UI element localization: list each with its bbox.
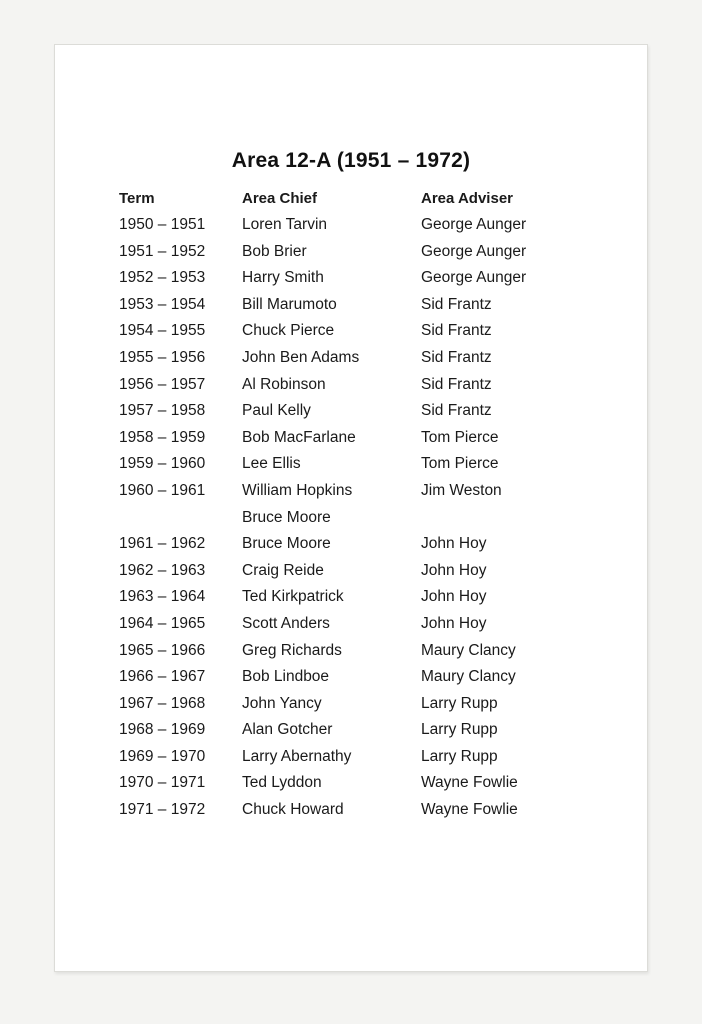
area-adviser-cell: Sid Frantz: [421, 402, 492, 420]
area-chief-cell: Bruce Moore: [242, 508, 331, 526]
table-row: [119, 215, 619, 242]
table-row: [119, 720, 619, 747]
area-chief-cell: Lee Ellis: [242, 455, 301, 473]
table-row: [119, 773, 619, 800]
document-page: [54, 44, 648, 972]
term-cell: 1954 – 1955: [119, 322, 206, 340]
term-cell: 1963 – 1964: [119, 588, 206, 606]
area-adviser-cell: John Hoy: [421, 535, 487, 553]
table-row: [119, 641, 619, 668]
table-body: [119, 215, 619, 827]
page-title: Area 12-A (1951 – 1972): [231, 149, 471, 172]
term-cell: 1952 – 1953: [119, 269, 206, 287]
term-cell: 1961 – 1962: [119, 535, 206, 553]
term-cell: 1962 – 1963: [119, 561, 206, 579]
area-chief-cell: Al Robinson: [242, 375, 326, 393]
area-chief-cell: Bill Marumoto: [242, 295, 337, 313]
area-chief-cell: Loren Tarvin: [242, 216, 328, 233]
area-adviser-cell: John Hoy: [421, 614, 487, 632]
area-chief-cell: Ted Lyddon: [242, 774, 322, 792]
area-adviser-cell: John Hoy: [421, 588, 487, 606]
table-row: [119, 534, 619, 561]
table-row: [119, 587, 619, 614]
area-adviser-cell: Tom Pierce: [421, 428, 499, 446]
term-cell: 1966 – 1967: [119, 668, 206, 686]
term-cell: 1964 – 1965: [119, 614, 206, 632]
area-adviser-cell: Maury Clancy: [421, 641, 516, 659]
table-row: [119, 242, 619, 269]
area-chief-cell: Ted Kirkpatrick: [242, 588, 344, 606]
term-cell: 1965 – 1966: [119, 641, 206, 659]
term-cell: 1950 – 1951: [119, 216, 206, 233]
term-cell: 1960 – 1961: [119, 481, 206, 499]
area-chief-cell: John Ben Adams: [242, 348, 360, 366]
area-adviser-cell: Wayne Fowlie: [421, 801, 518, 819]
area-chief-cell: Scott Anders: [242, 614, 330, 632]
area-chief-cell: John Yancy: [242, 694, 322, 712]
area-adviser-cell: Larry Rupp: [421, 747, 498, 765]
table-row: [119, 268, 619, 295]
area-chief-cell: Larry Abernathy: [242, 747, 352, 765]
area-chief-column-header: Area Chief: [242, 190, 318, 207]
table-row: [119, 481, 619, 508]
term-cell: 1955 – 1956: [119, 348, 206, 366]
term-cell: 1959 – 1960: [119, 455, 206, 473]
officers-table: [119, 189, 619, 827]
area-chief-cell: Greg Richards: [242, 641, 342, 659]
area-chief-cell: Harry Smith: [242, 269, 324, 287]
area-adviser-cell: George Aunger: [421, 216, 527, 233]
area-adviser-cell: Tom Pierce: [421, 455, 499, 473]
term-cell: 1951 – 1952: [119, 242, 206, 260]
term-cell: 1968 – 1969: [119, 721, 206, 739]
term-cell: 1956 – 1957: [119, 375, 206, 393]
area-chief-cell: Bob Lindboe: [242, 668, 330, 686]
table-row: [119, 667, 619, 694]
table-row: [119, 375, 619, 402]
area-chief-cell: Bob Brier: [242, 242, 307, 260]
table-row: [119, 508, 619, 535]
term-cell: 1958 – 1959: [119, 428, 206, 446]
table-row: [119, 747, 619, 774]
table-row: [119, 614, 619, 641]
area-chief-cell: Paul Kelly: [242, 402, 311, 420]
area-adviser-cell: John Hoy: [421, 561, 487, 579]
area-chief-cell: Chuck Howard: [242, 801, 344, 819]
area-chief-cell: Bob MacFarlane: [242, 428, 356, 446]
area-adviser-cell: George Aunger: [421, 242, 527, 260]
table-row: [119, 401, 619, 428]
area-adviser-cell: Sid Frantz: [421, 375, 492, 393]
table-row: [119, 295, 619, 322]
term-cell: 1971 – 1972: [119, 801, 206, 819]
area-chief-cell: Bruce Moore: [242, 535, 331, 553]
area-adviser-cell: Larry Rupp: [421, 694, 498, 712]
area-adviser-cell: Wayne Fowlie: [421, 774, 518, 792]
table-row: [119, 694, 619, 721]
term-cell: 1953 – 1954: [119, 295, 206, 313]
table-row: [119, 454, 619, 481]
area-adviser-cell: Sid Frantz: [421, 348, 492, 366]
table-row: [119, 428, 619, 455]
area-chief-cell: Alan Gotcher: [242, 721, 333, 739]
area-adviser-cell: Jim Weston: [421, 481, 502, 499]
term-cell: 1970 – 1971: [119, 774, 206, 792]
area-adviser-cell: Larry Rupp: [421, 721, 498, 739]
area-chief-cell: Craig Reide: [242, 561, 324, 579]
term-cell: 1967 – 1968: [119, 694, 206, 712]
table-row: [119, 561, 619, 588]
area-adviser-cell: Sid Frantz: [421, 322, 492, 340]
term-cell: 1957 – 1958: [119, 402, 206, 420]
area-adviser-cell: Maury Clancy: [421, 668, 516, 686]
term-cell: 1969 – 1970: [119, 747, 206, 765]
table-row: [119, 800, 619, 827]
table-row: [119, 321, 619, 348]
area-chief-cell: William Hopkins: [242, 481, 353, 499]
table-header-row: [119, 189, 619, 215]
area-chief-cell: Chuck Pierce: [242, 322, 335, 340]
area-adviser-cell: Sid Frantz: [421, 295, 492, 313]
term-column-header: Term: [119, 190, 155, 207]
area-adviser-cell: George Aunger: [421, 269, 527, 287]
area-adviser-column-header: Area Adviser: [421, 190, 513, 207]
table-row: [119, 348, 619, 375]
